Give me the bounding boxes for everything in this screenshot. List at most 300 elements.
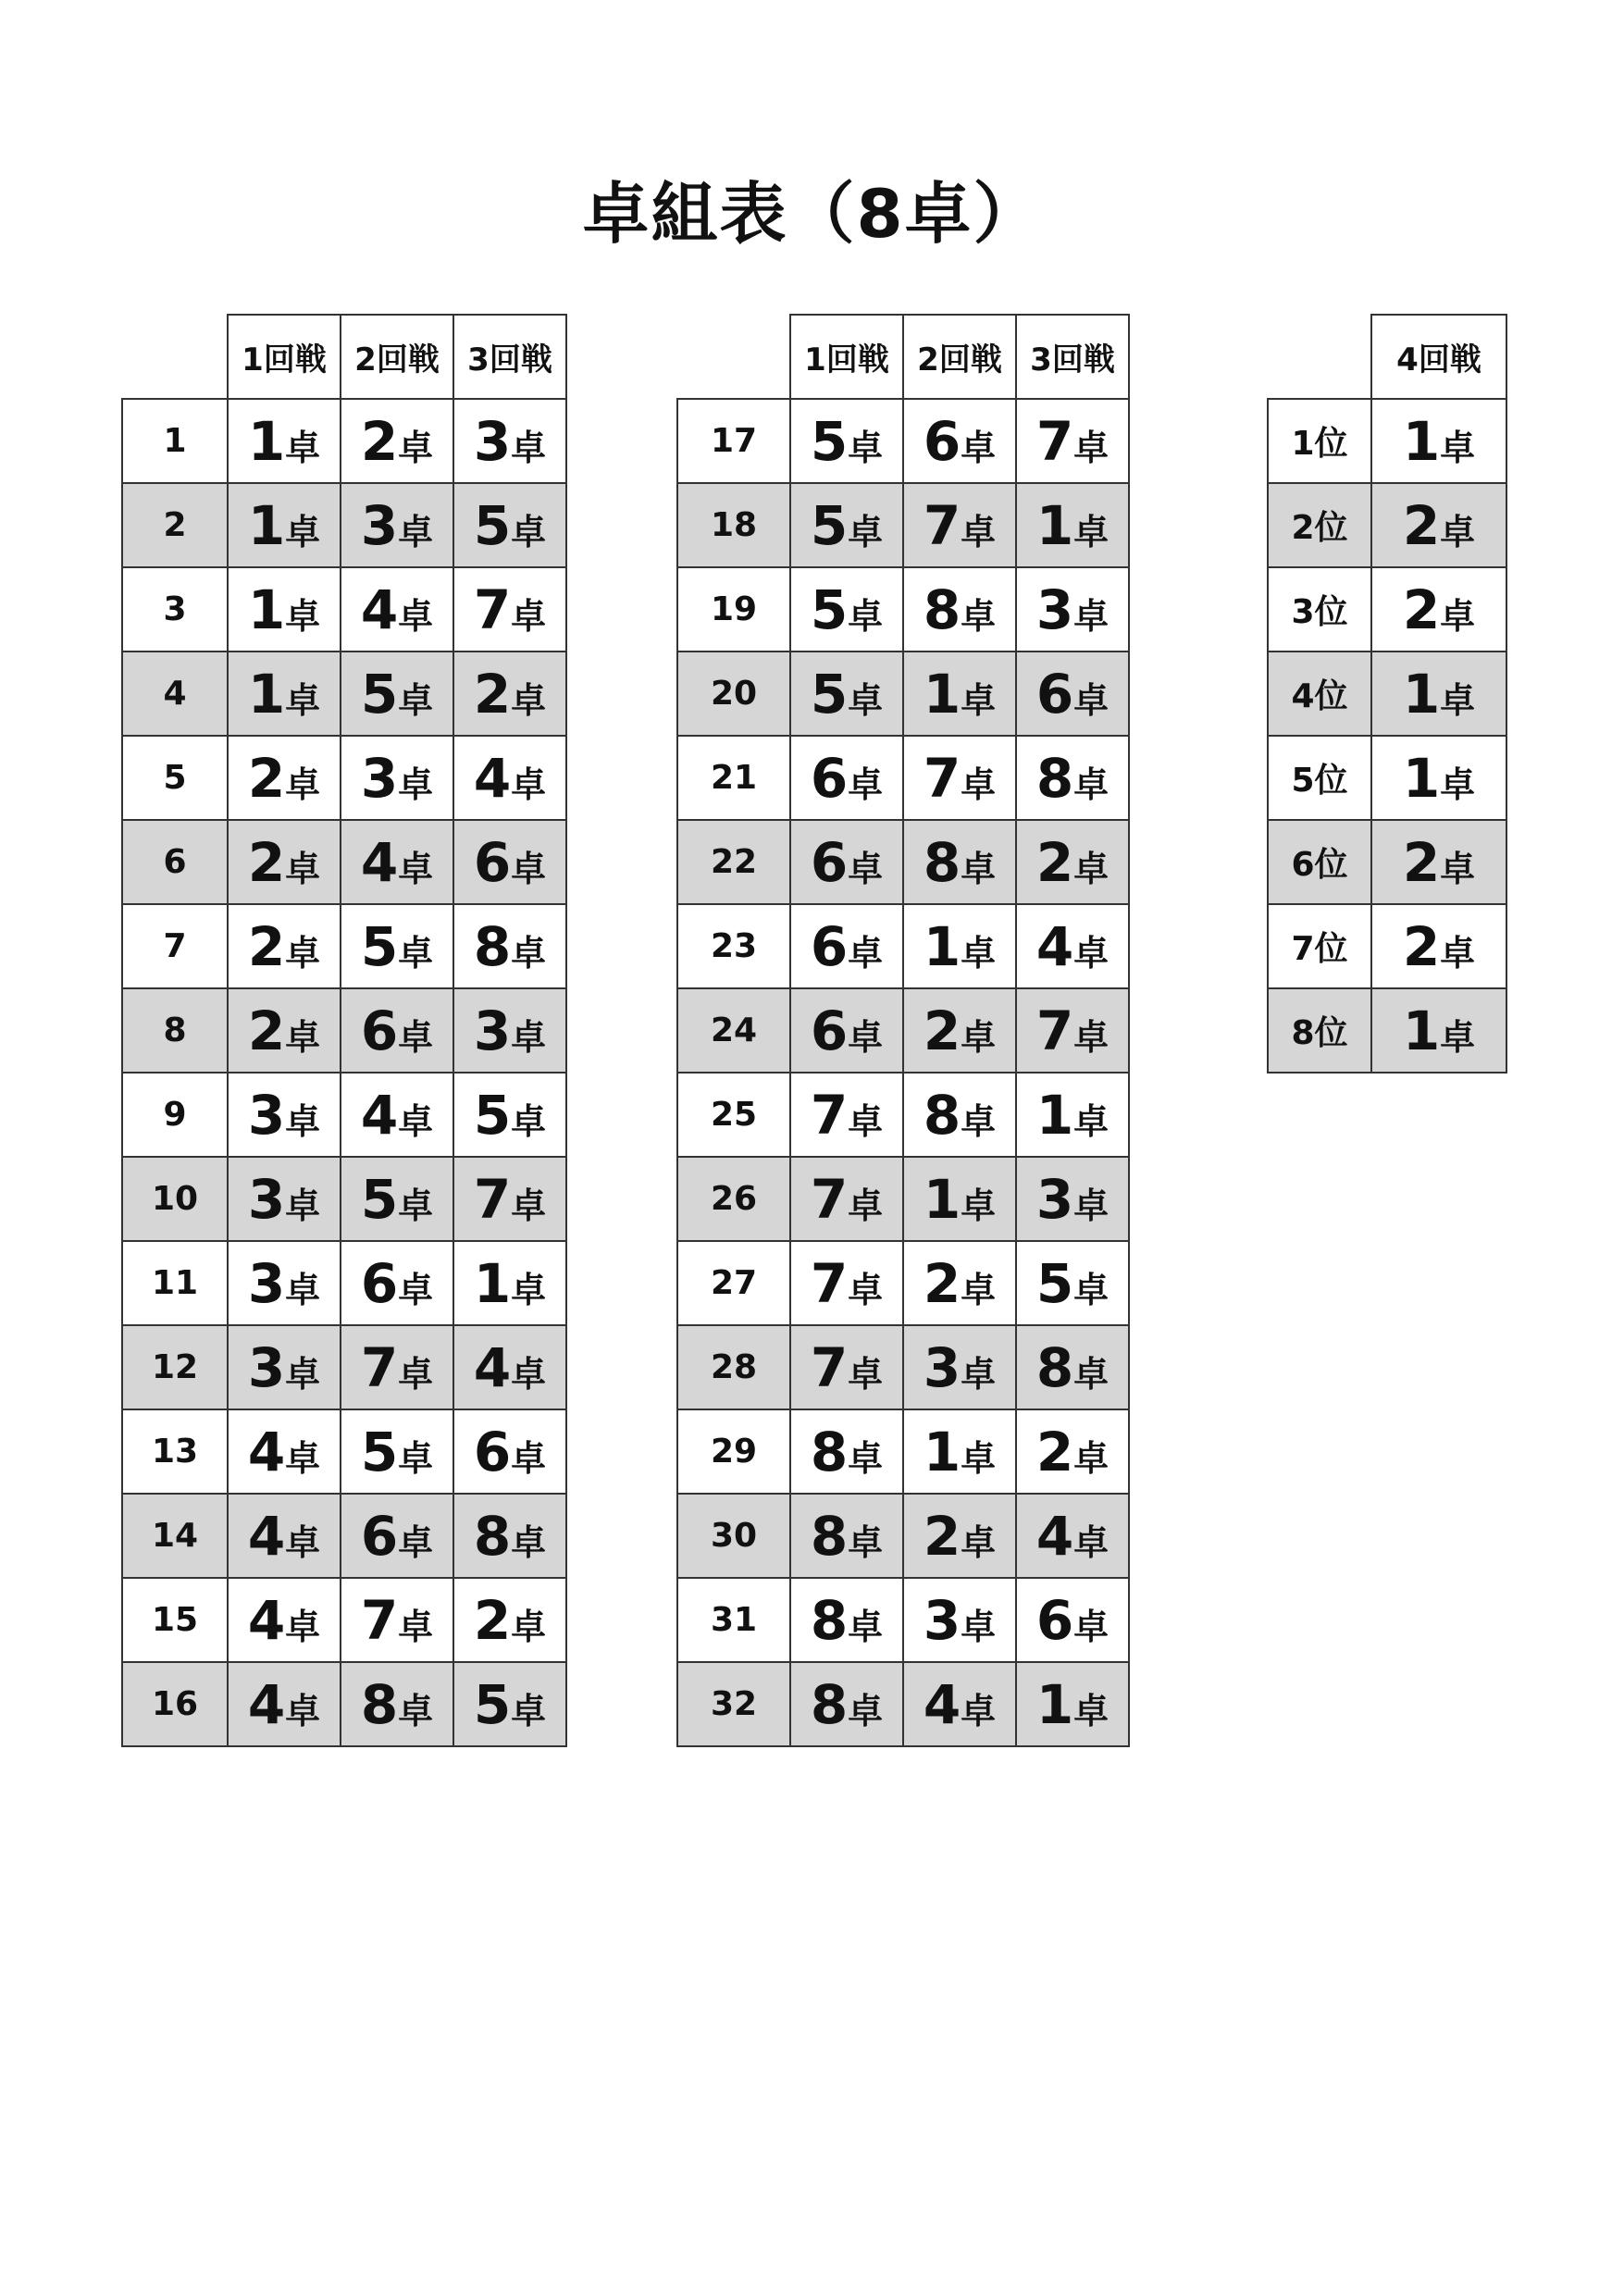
corner-cell <box>677 315 790 399</box>
table-suffix: 卓 <box>398 1185 434 1226</box>
table-assignment-cell <box>790 736 903 820</box>
table-number: 7 <box>810 1251 849 1315</box>
row-number: 16 <box>122 1662 228 1746</box>
table-number: 8 <box>810 1588 849 1652</box>
table-assignment-cell <box>903 1662 1016 1746</box>
row-number: 28 <box>677 1325 790 1409</box>
table-number: 4 <box>247 1504 286 1568</box>
header-row <box>122 315 566 399</box>
table-suffix: 卓 <box>285 763 321 805</box>
table-suffix: 卓 <box>1073 511 1110 552</box>
table-number: 7 <box>473 577 512 641</box>
table-suffix: 卓 <box>398 763 434 805</box>
table-assignment-cell <box>903 652 1016 736</box>
table-assignment-cell <box>1016 1325 1129 1409</box>
table-assignment-cell <box>453 1494 566 1578</box>
table-suffix: 卓 <box>961 1100 997 1142</box>
row-number: 3 <box>122 567 228 652</box>
table-suffix: 卓 <box>1073 848 1110 889</box>
table-suffix: 卓 <box>511 932 547 974</box>
table-suffix: 卓 <box>1073 1016 1110 1058</box>
table-assignment-cell <box>453 1325 566 1409</box>
table-suffix: 卓 <box>511 595 547 637</box>
table-assignment-cell <box>453 1073 566 1157</box>
table-suffix: 卓 <box>285 511 321 552</box>
table-suffix: 卓 <box>848 511 884 552</box>
table-assignment-cell <box>341 1494 453 1578</box>
row-number: 15 <box>122 1578 228 1662</box>
table-row <box>122 399 566 483</box>
table-suffix: 卓 <box>285 1100 321 1142</box>
table-suffix: 卓 <box>1440 1016 1476 1058</box>
table-assignment-cell <box>1371 820 1506 904</box>
table-suffix: 卓 <box>1073 679 1110 721</box>
table-number: 1 <box>923 914 961 978</box>
table-assignment-cell <box>341 399 453 483</box>
table-assignment-cell <box>453 652 566 736</box>
table-assignment-cell <box>1016 1241 1129 1325</box>
table-number: 8 <box>810 1420 849 1483</box>
table-suffix: 卓 <box>398 1521 434 1563</box>
table-assignment-cell <box>1371 567 1506 652</box>
row-number: 29 <box>677 1409 790 1494</box>
table-assignment-cell <box>903 904 1016 988</box>
table-assignment-cell <box>228 483 341 567</box>
table-assignment-cell <box>1371 988 1506 1073</box>
corner-cell <box>122 315 228 399</box>
table-number: 4 <box>360 830 399 894</box>
round4-table <box>1267 314 1507 1074</box>
table-row <box>1268 904 1506 988</box>
row-number: 19 <box>677 567 790 652</box>
table-number: 5 <box>810 493 849 557</box>
table-suffix: 卓 <box>511 511 547 552</box>
table-number: 2 <box>473 1588 512 1652</box>
table-assignment-cell <box>790 1073 903 1157</box>
table-suffix: 卓 <box>961 1521 997 1563</box>
table-suffix: 卓 <box>398 1690 434 1731</box>
table-assignment-cell <box>903 736 1016 820</box>
table-suffix: 卓 <box>848 1606 884 1647</box>
table-assignment-cell <box>903 1494 1016 1578</box>
table-suffix: 卓 <box>398 1606 434 1647</box>
table-suffix: 卓 <box>1073 595 1110 637</box>
table-suffix: 卓 <box>398 679 434 721</box>
page-title: 卓組表（8卓） <box>582 175 1042 253</box>
table-number: 1 <box>923 1420 961 1483</box>
table-number: 4 <box>473 746 512 810</box>
table-suffix: 卓 <box>285 427 321 468</box>
table-number: 7 <box>360 1588 399 1652</box>
table-row <box>677 567 1129 652</box>
row-number: 7 <box>122 904 228 988</box>
table-row <box>122 1073 566 1157</box>
row-number: 24 <box>677 988 790 1073</box>
table-number: 8 <box>923 830 961 894</box>
table-row <box>677 988 1129 1073</box>
table-suffix: 卓 <box>848 1100 884 1142</box>
table-assignment-cell <box>341 1241 453 1325</box>
row-number: 22 <box>677 820 790 904</box>
table-assignment-cell <box>790 988 903 1073</box>
table-number: 4 <box>247 1672 286 1736</box>
table-suffix: 卓 <box>848 932 884 974</box>
table-row <box>122 483 566 567</box>
row-number: 11 <box>122 1241 228 1325</box>
table-assignment-cell <box>1016 567 1129 652</box>
table-number: 4 <box>1035 1504 1074 1568</box>
table-suffix: 卓 <box>848 1690 884 1731</box>
table-assignment-cell <box>1371 736 1506 820</box>
table-number: 3 <box>247 1251 286 1315</box>
table-row <box>677 483 1129 567</box>
table-assignment-cell <box>1016 652 1129 736</box>
table-suffix: 卓 <box>398 427 434 468</box>
table-row <box>122 1578 566 1662</box>
table-suffix: 卓 <box>398 1437 434 1479</box>
table-row <box>677 1494 1129 1578</box>
table-row <box>122 1662 566 1746</box>
table-assignment-cell <box>1016 1662 1129 1746</box>
row-number: 31 <box>677 1578 790 1662</box>
table-suffix: 卓 <box>285 1269 321 1310</box>
table-suffix: 卓 <box>511 763 547 805</box>
table-suffix: 卓 <box>848 1353 884 1395</box>
table-suffix: 卓 <box>848 679 884 721</box>
table-suffix: 卓 <box>511 427 547 468</box>
table-number: 2 <box>1402 914 1441 978</box>
table-number: 6 <box>360 1504 399 1568</box>
table-number: 6 <box>810 830 849 894</box>
table-suffix: 卓 <box>398 595 434 637</box>
table-number: 6 <box>360 999 399 1062</box>
table-assignment-cell <box>341 567 453 652</box>
table-suffix: 卓 <box>848 1437 884 1479</box>
table-assignment-cell <box>453 736 566 820</box>
table-suffix: 卓 <box>961 932 997 974</box>
table-suffix: 卓 <box>848 763 884 805</box>
table-suffix: 卓 <box>398 932 434 974</box>
table-number: 5 <box>1035 1251 1074 1315</box>
table-assignment-cell <box>228 1073 341 1157</box>
table-number: 2 <box>247 914 286 978</box>
table-assignment-cell <box>228 820 341 904</box>
table-number: 5 <box>360 914 399 978</box>
table-row <box>1268 652 1506 736</box>
table-suffix: 卓 <box>961 1437 997 1479</box>
table-assignment-cell <box>228 399 341 483</box>
table-row <box>1268 820 1506 904</box>
table-row <box>677 1325 1129 1409</box>
table-assignment-cell <box>1016 820 1129 904</box>
table-number: 3 <box>1035 1167 1074 1231</box>
table-row <box>1268 567 1506 652</box>
table-row <box>122 1241 566 1325</box>
row-number: 5 <box>122 736 228 820</box>
table-number: 1 <box>923 1167 961 1231</box>
table-number: 6 <box>810 746 849 810</box>
table-assignment-cell <box>453 1157 566 1241</box>
table-number: 1 <box>1402 662 1441 726</box>
table-number: 4 <box>473 1335 512 1399</box>
table-number: 7 <box>1035 999 1074 1062</box>
table-suffix: 卓 <box>1073 1100 1110 1142</box>
table-number: 1 <box>923 662 961 726</box>
table-assignment-cell <box>341 736 453 820</box>
table-row <box>677 652 1129 736</box>
table-assignment-cell <box>1371 652 1506 736</box>
table-suffix: 卓 <box>1073 427 1110 468</box>
table-assignment-cell <box>1016 904 1129 988</box>
table-number: 1 <box>1035 1083 1074 1147</box>
table-row <box>122 567 566 652</box>
table-number: 2 <box>923 999 961 1062</box>
table-number: 1 <box>247 662 286 726</box>
table-assignment-cell <box>1016 988 1129 1073</box>
table-number: 2 <box>247 746 286 810</box>
table-suffix: 卓 <box>285 1606 321 1647</box>
table-suffix: 卓 <box>848 1521 884 1563</box>
table-assignment-cell <box>790 1494 903 1578</box>
table-assignment-cell <box>1016 1494 1129 1578</box>
table-suffix: 卓 <box>511 1437 547 1479</box>
row-number: 17 <box>677 399 790 483</box>
table-assignment-cell <box>903 1409 1016 1494</box>
table-number: 2 <box>923 1504 961 1568</box>
table-suffix: 卓 <box>961 595 997 637</box>
table-number: 8 <box>473 914 512 978</box>
table-assignment-cell <box>903 567 1016 652</box>
table-number: 6 <box>810 999 849 1062</box>
header-round-3: 3回戦 <box>1016 315 1129 399</box>
row-number: 12 <box>122 1325 228 1409</box>
table-row <box>677 1409 1129 1494</box>
table-number: 5 <box>360 1420 399 1483</box>
table-suffix: 卓 <box>1440 679 1476 721</box>
table-assignment-cell <box>903 1157 1016 1241</box>
table-assignment-cell <box>790 1325 903 1409</box>
table-suffix: 卓 <box>398 511 434 552</box>
table-row <box>677 1157 1129 1241</box>
row-number: 23 <box>677 904 790 988</box>
table-number: 2 <box>473 662 512 726</box>
table-number: 1 <box>247 577 286 641</box>
table-suffix: 卓 <box>511 1521 547 1563</box>
table-number: 7 <box>473 1167 512 1231</box>
table-number: 1 <box>1402 409 1441 473</box>
table-suffix: 卓 <box>511 1185 547 1226</box>
row-number: 10 <box>122 1157 228 1241</box>
table-assignment-cell <box>453 1409 566 1494</box>
header-row <box>1268 315 1506 399</box>
table-number: 4 <box>247 1420 286 1483</box>
table-number: 4 <box>360 577 399 641</box>
table-suffix: 卓 <box>848 595 884 637</box>
row-number: 21 <box>677 736 790 820</box>
table-number: 5 <box>810 409 849 473</box>
table-suffix: 卓 <box>1073 763 1110 805</box>
table-number: 6 <box>923 409 961 473</box>
table-assignment-cell <box>228 652 341 736</box>
table-assignment-cell <box>228 1662 341 1746</box>
table-number: 1 <box>1402 746 1441 810</box>
table-number: 7 <box>810 1083 849 1147</box>
table-row <box>122 988 566 1073</box>
table-suffix: 卓 <box>961 1016 997 1058</box>
rank-label: 2位 <box>1268 483 1371 567</box>
middle-schedule-table <box>676 314 1130 1747</box>
header-round-2: 2回戦 <box>341 315 453 399</box>
table-suffix: 卓 <box>1073 1185 1110 1226</box>
table-assignment-cell <box>453 904 566 988</box>
row-number: 27 <box>677 1241 790 1325</box>
table-number: 8 <box>923 577 961 641</box>
table-suffix: 卓 <box>285 1353 321 1395</box>
table-assignment-cell <box>790 567 903 652</box>
header-round-1: 1回戦 <box>228 315 341 399</box>
table-assignment-cell <box>1371 399 1506 483</box>
table-number: 3 <box>360 746 399 810</box>
table-suffix: 卓 <box>398 1100 434 1142</box>
table-suffix: 卓 <box>1073 1353 1110 1395</box>
table-number: 3 <box>473 999 512 1062</box>
table-row <box>677 736 1129 820</box>
table-number: 2 <box>923 1251 961 1315</box>
table-assignment-cell <box>790 1241 903 1325</box>
row-number: 1 <box>122 399 228 483</box>
table-assignment-cell <box>790 1409 903 1494</box>
table-number: 3 <box>247 1083 286 1147</box>
table-number: 5 <box>360 662 399 726</box>
table-assignment-cell <box>1016 483 1129 567</box>
table-suffix: 卓 <box>848 848 884 889</box>
table-suffix: 卓 <box>1440 511 1476 552</box>
table-row <box>122 820 566 904</box>
table-assignment-cell <box>341 1578 453 1662</box>
table-assignment-cell <box>453 1241 566 1325</box>
header-round-1: 1回戦 <box>790 315 903 399</box>
row-number: 14 <box>122 1494 228 1578</box>
table-assignment-cell <box>1371 483 1506 567</box>
table-assignment-cell <box>453 1662 566 1746</box>
table-suffix: 卓 <box>1073 1690 1110 1731</box>
table-number: 5 <box>360 1167 399 1231</box>
table-suffix: 卓 <box>961 1690 997 1731</box>
table-number: 3 <box>473 409 512 473</box>
table-suffix: 卓 <box>511 1100 547 1142</box>
table-row <box>1268 399 1506 483</box>
table-number: 1 <box>1402 999 1441 1062</box>
table-suffix: 卓 <box>285 1185 321 1226</box>
row-number: 32 <box>677 1662 790 1746</box>
table-suffix: 卓 <box>511 679 547 721</box>
table-number: 1 <box>247 409 286 473</box>
table-number: 8 <box>810 1672 849 1736</box>
table-number: 8 <box>473 1504 512 1568</box>
table-number: 2 <box>247 999 286 1062</box>
table-suffix: 卓 <box>285 848 321 889</box>
table-suffix: 卓 <box>285 1016 321 1058</box>
row-number: 2 <box>122 483 228 567</box>
table-number: 8 <box>360 1672 399 1736</box>
table-assignment-cell <box>228 904 341 988</box>
table-assignment-cell <box>228 1409 341 1494</box>
table-assignment-cell <box>790 483 903 567</box>
table-row <box>677 399 1129 483</box>
table-suffix: 卓 <box>285 1521 321 1563</box>
table-suffix: 卓 <box>398 1353 434 1395</box>
left-schedule-table <box>121 314 567 1747</box>
rank-label: 3位 <box>1268 567 1371 652</box>
table-assignment-cell <box>903 1073 1016 1157</box>
table-number: 7 <box>923 493 961 557</box>
table-row <box>122 1157 566 1241</box>
table-assignment-cell <box>341 1073 453 1157</box>
table-suffix: 卓 <box>961 1269 997 1310</box>
table-assignment-cell <box>790 1662 903 1746</box>
table-number: 6 <box>1035 1588 1074 1652</box>
table-assignment-cell <box>790 399 903 483</box>
table-assignment-cell <box>228 567 341 652</box>
header-row <box>677 315 1129 399</box>
table-assignment-cell <box>228 1325 341 1409</box>
table-assignment-cell <box>341 904 453 988</box>
corner-cell <box>1268 315 1371 399</box>
table-suffix: 卓 <box>1073 1437 1110 1479</box>
table-suffix: 卓 <box>398 1269 434 1310</box>
table-assignment-cell <box>453 567 566 652</box>
table-number: 4 <box>247 1588 286 1652</box>
table-row <box>677 1662 1129 1746</box>
table-number: 7 <box>810 1335 849 1399</box>
row-number: 20 <box>677 652 790 736</box>
table-number: 5 <box>810 577 849 641</box>
table-assignment-cell <box>453 988 566 1073</box>
table-assignment-cell <box>1016 1073 1129 1157</box>
table-suffix: 卓 <box>961 1353 997 1395</box>
table-number: 2 <box>1402 830 1441 894</box>
table-number: 6 <box>473 830 512 894</box>
table-number: 6 <box>473 1420 512 1483</box>
table-row <box>1268 483 1506 567</box>
table-assignment-cell <box>903 1325 1016 1409</box>
table-number: 8 <box>923 1083 961 1147</box>
table-suffix: 卓 <box>285 595 321 637</box>
table-assignment-cell <box>341 1157 453 1241</box>
table-suffix: 卓 <box>961 1185 997 1226</box>
table-number: 2 <box>1035 1420 1074 1483</box>
row-number: 13 <box>122 1409 228 1494</box>
table-suffix: 卓 <box>1440 848 1476 889</box>
table-suffix: 卓 <box>961 763 997 805</box>
row-number: 25 <box>677 1073 790 1157</box>
table-suffix: 卓 <box>285 1690 321 1731</box>
table-row <box>122 652 566 736</box>
row-number: 26 <box>677 1157 790 1241</box>
table-assignment-cell <box>453 399 566 483</box>
table-assignment-cell <box>341 483 453 567</box>
table-assignment-cell <box>228 736 341 820</box>
table-assignment-cell <box>1016 736 1129 820</box>
table-assignment-cell <box>790 1157 903 1241</box>
table-assignment-cell <box>903 483 1016 567</box>
table-suffix: 卓 <box>511 1606 547 1647</box>
table-assignment-cell <box>228 988 341 1073</box>
table-number: 7 <box>923 746 961 810</box>
table-assignment-cell <box>903 988 1016 1073</box>
table-number: 1 <box>247 493 286 557</box>
table-suffix: 卓 <box>1073 932 1110 974</box>
